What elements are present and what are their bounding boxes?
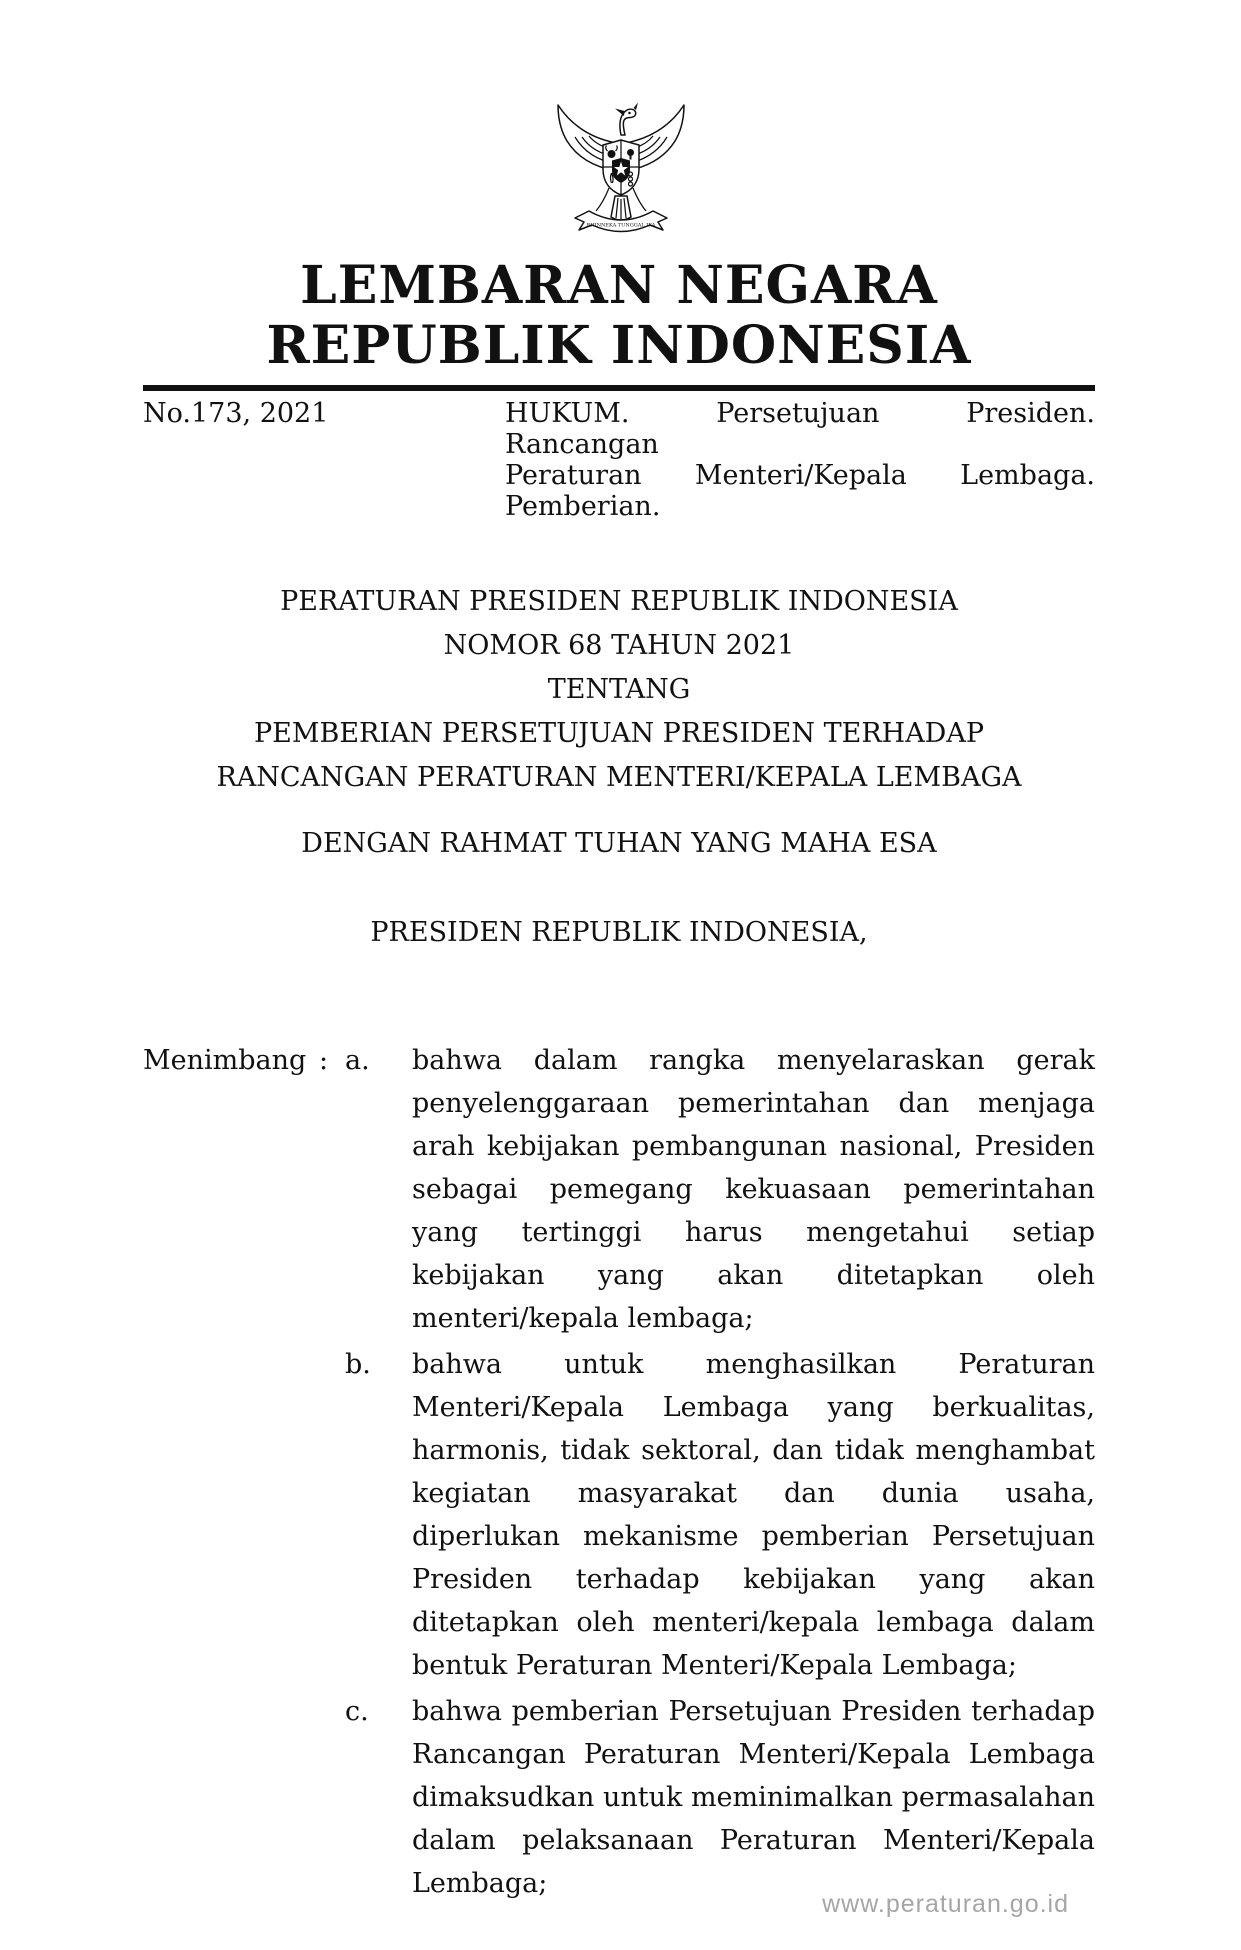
salutation: PRESIDEN REPUBLIK INDONESIA, [370, 917, 868, 948]
gazette-subject [505, 398, 1095, 522]
considering-label: Menimbang [143, 1045, 307, 1076]
masthead [143, 256, 1095, 376]
considering-items [345, 1039, 1095, 1905]
considering-item-a [345, 1039, 1095, 1340]
footer-watermark: www.peraturan.go.id [822, 1890, 1069, 1918]
emblem-container [0, 0, 1241, 250]
emblem-motto: BHINNEKA TUNGGAL IKA [586, 222, 655, 229]
gazette-number: No.173, 2021 [143, 398, 329, 429]
regulation-tentang-line: TENTANG [547, 674, 691, 705]
regulation-subject-line2: RANCANGAN PERATURAN MENTERI/KEPALA LEMBAGA [216, 762, 1022, 793]
item-marker: c. [345, 1696, 369, 1727]
considering-colon: : [319, 1045, 329, 1076]
invocation: DENGAN RAHMAT TUHAN YANG MAHA ESA [301, 828, 937, 859]
regulation-subject-line1: PEMBERIAN PERSETUJUAN PRESIDEN TERHADAP [253, 718, 984, 749]
masthead-rule-divider [143, 385, 1095, 391]
subject-line: Pemberian. [505, 491, 661, 522]
regulation-number-line: NOMOR 68 TAHUN 2021 [443, 630, 795, 661]
tail-feathers [611, 196, 631, 220]
considering-section [143, 1039, 1095, 1905]
subject-line: HUKUM. Persetujuan Presiden. Rancangan [505, 398, 1095, 460]
item-text: bahwa dalam rangka menyelaraskan gerak penyelenggaraan pemerintahan dan menjaga arah kebijakan pembangunan nasional, Presiden sebagai pemegang kekuasaan pemerintahan yang tertinggi harus mengetahui setiap kebijakan yang akan ditetapkan oleh menteri/kepala lembaga; [412, 1045, 1095, 1334]
subject-line: Peraturan Menteri/Kepala Lembaga. [505, 460, 1095, 491]
regulation-title-line: PERATURAN PRESIDEN REPUBLIK INDONESIA [280, 586, 958, 617]
meta-row [143, 398, 1095, 522]
pancasila-shield [603, 140, 639, 195]
masthead-title-line1: LEMBARAN NEGARA [300, 255, 938, 316]
item-text: bahwa pemberian Persetujuan Presiden terhadap Rancangan Peraturan Menteri/Kepala Lembaga dimaksudkan untuk meminimalkan permasalahan dalam pelaksanaan Peraturan Menteri/Kepala Lembaga; [412, 1696, 1095, 1899]
masthead-title-line2: REPUBLIK INDONESIA [266, 315, 972, 376]
regulation-title-block [143, 580, 1095, 800]
considering-item-b [345, 1343, 1095, 1687]
item-marker: a. [345, 1045, 370, 1076]
garuda-pancasila-icon [546, 85, 696, 250]
item-marker: b. [345, 1349, 371, 1380]
eagle-head-icon [615, 103, 638, 136]
item-text: bahwa untuk menghasilkan Peraturan Menteri/Kepala Lembaga yang berkualitas, harmonis, tidak sektoral, dan tidak menghambat kegiatan masyarakat dan dunia usaha, diperlukan mekanisme pemberian Persetujuan Presiden terhadap kebijakan yang akan ditetapkan oleh menteri/kepala lembaga dalam bentuk Peraturan Menteri/Kepala Lembaga; [412, 1349, 1095, 1681]
considering-item-c [345, 1690, 1095, 1905]
